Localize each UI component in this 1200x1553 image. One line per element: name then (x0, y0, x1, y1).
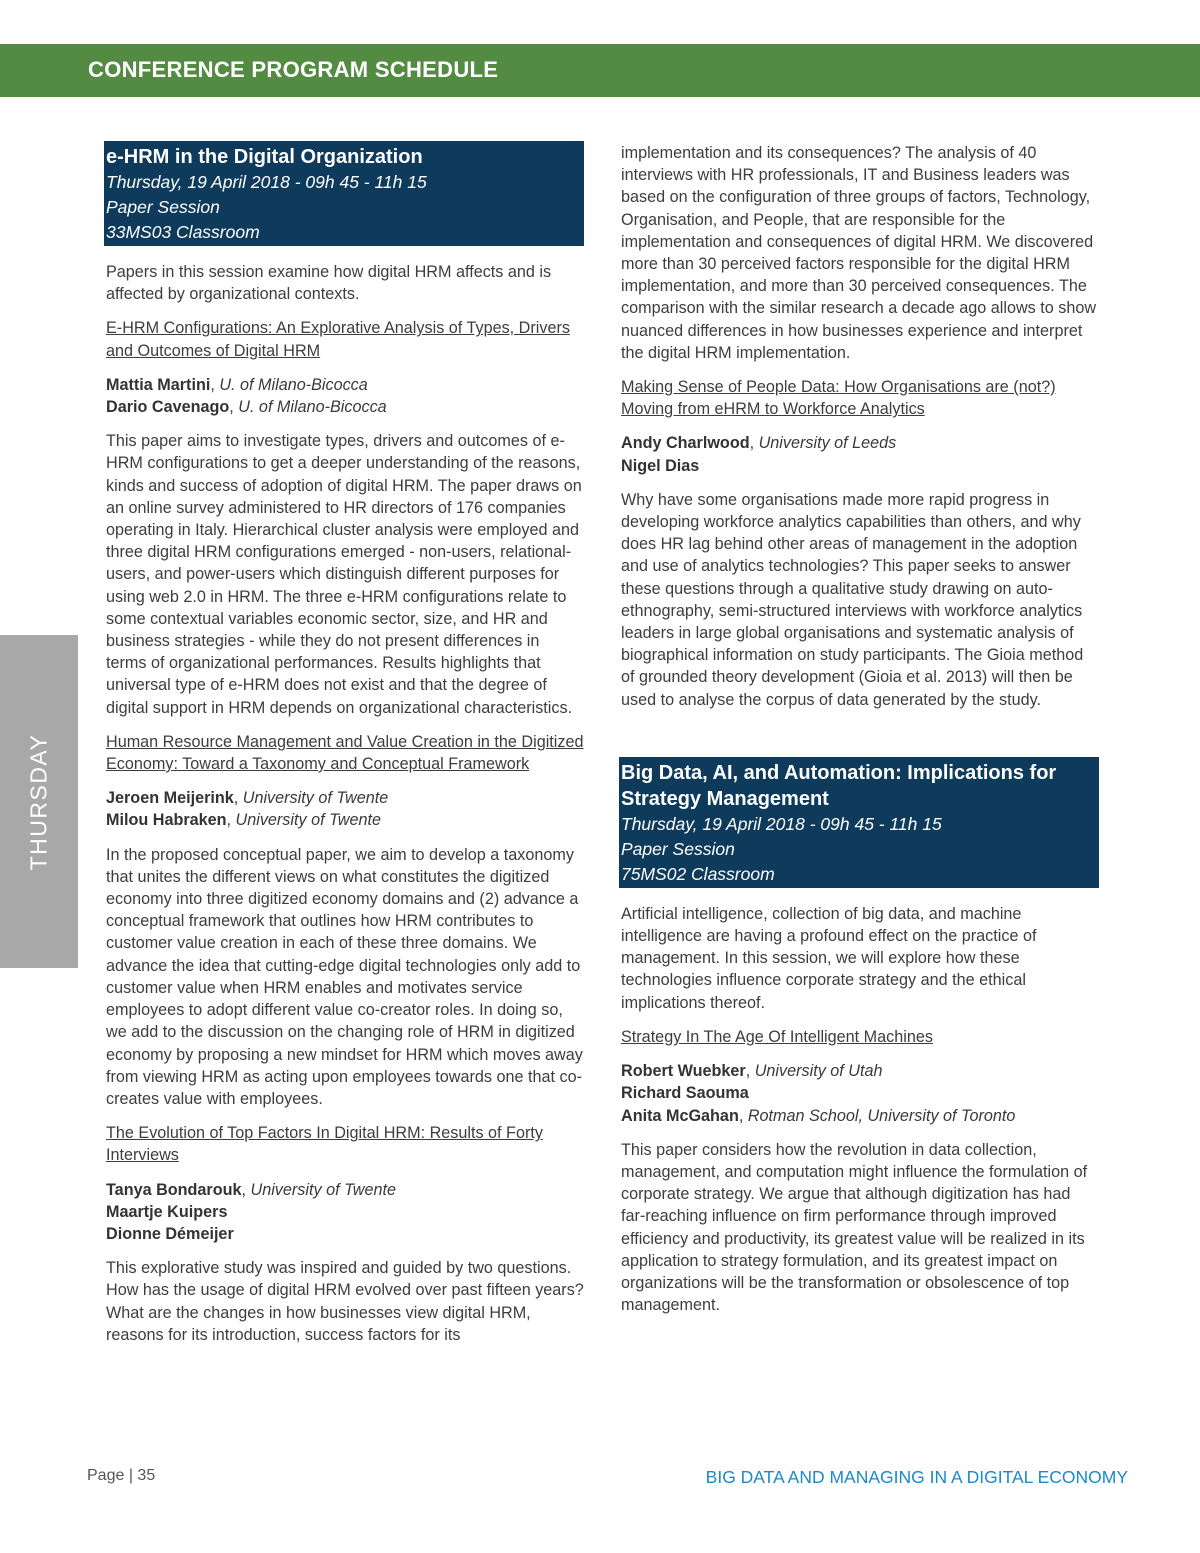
author-name: Dario Cavenago (106, 398, 230, 417)
author-entry: Tanya Bondarouk, University of Twente (106, 1180, 396, 1199)
author-name: Anita McGahan (621, 1106, 739, 1125)
paper-title-link[interactable]: Making Sense of People Data: How Organisations are (not?) Moving from eHRM to Workforce Analytics (621, 378, 1056, 419)
session-datetime: Thursday, 19 April 2018 - 09h 45 - 11h 15 (106, 172, 427, 192)
author-name: Mattia Martini (106, 375, 211, 394)
paper-abstract: This paper aims to investigate types, drivers and outcomes of e-HRM configurations to get a deeper understanding of the reasons, kinds and success of adoption of digital HRM. The paper draws on an online survey administered to HR directors of 176 companies operating in Italy. Hierarchical cluster analysis were employed and three digital HRM configurations emerged - non-users, relational-users, and power-users which distinguish different purposes for using web 2.0 in HRM. The three e-HRM configurations relate to some contextual variables economic sector, size, and HR and business strategies - while they do not present differences in terms of organizational performances. Results highlights that universal type of e-HRM does not exist and that the degree of digital support in HRM depends on organizational characteristics. (106, 432, 582, 717)
author-affiliation: U. of Milano-Bicocca (238, 398, 387, 417)
author-entry (106, 1223, 584, 1245)
session-description: Artificial intelligence, collection of big data, and machine intelligence are having a profound effect on the practice of management. In this session, we will explore how these technologies influence corporate strategy and the ethical implications thereof. (621, 904, 1037, 1012)
author-affiliation: U. of Milano-Bicocca (219, 375, 368, 394)
author-name: Tanya Bondarouk (106, 1180, 242, 1199)
session-type: Paper Session (621, 838, 735, 859)
paper-title-link[interactable]: The Evolution of Top Factors In Digital HRM: Results of Forty Interviews (106, 1124, 543, 1165)
author-entry: Andy Charlwood, University of Leeds (621, 434, 897, 453)
author-list (106, 1179, 584, 1246)
author-entry: Robert Wuebker, University of Utah (621, 1062, 883, 1081)
author-list (106, 787, 584, 831)
left-column (106, 141, 584, 1358)
session-room: 33MS03 Classroom (106, 222, 260, 242)
session-description: Papers in this session examine how digital HRM affects and is affected by organizational contexts. (106, 263, 552, 304)
paper-title-link[interactable]: Strategy In The Age Of Intelligent Machines (621, 1027, 933, 1046)
author-name: Maartje Kuipers (106, 1202, 228, 1221)
author-affiliation: University of Twente (242, 789, 389, 808)
author-entry (106, 1201, 584, 1223)
session-header (104, 141, 584, 246)
session-room: 75MS02 Classroom (621, 863, 775, 884)
publication-title: BIG DATA AND MANAGING IN A DIGITAL ECONOMY (705, 1467, 1128, 1487)
author-affiliation: University of Utah (754, 1062, 883, 1081)
paper-abstract: This paper considers how the revolution in data collection, management, and computation might influence the formulation of corporate strategy. We argue that although digitization has had far-reaching influence on firm performance through improved efficiency and productivity, its greatest value will be realized in its application to strategy formulation, and its greatest impact on organizations will be the transformation or obsolescence of top management. (621, 1140, 1088, 1315)
page-header-title: CONFERENCE PROGRAM SCHEDULE (88, 57, 499, 82)
author-entry (621, 1082, 1099, 1104)
side-day-label: THURSDAY (25, 733, 52, 870)
author-list (621, 432, 1099, 476)
paper-abstract-part2: implementation and its consequences? The analysis of 40 interviews with HR professionals, IT and Business leaders was based on the configuration of three groups of factors, Technology, Organisation, and People, that are responsible for the implementation and consequences of digital HRM. We discovered more than 30 perceived factors responsible for the digital HRM implementation, and more than 30 perceived consequences. The comparison with the similar research a decade ago allows to show nuanced differences in how businesses experience and interpret the digital HRM implementation. (621, 144, 1097, 362)
author-entry (621, 455, 1099, 477)
author-list (106, 374, 584, 418)
author-name: Milou Habraken (106, 811, 227, 830)
paper-abstract: Why have some organisations made more rapid progress in developing workforce analytics capabilities than others, and why does HR lag behind other areas of management in the adoption and use of analytics technologies? This paper seeks to answer these questions through a qualitative study drawing on auto-ethnography, semi-structured interviews with workforce analytics leaders in large global organisations and systematic analysis of biographical information on study participants. The Gioia method of grounded theory development (Gioia et al. 2013) will then be used to analyse the corpus of data generated by the study. (621, 490, 1084, 709)
author-affiliation: University of Twente (250, 1180, 396, 1199)
author-name: Richard Saouma (621, 1084, 749, 1103)
author-list (621, 1060, 1099, 1127)
paper-title-link[interactable]: E-HRM Configurations: An Explorative Analysis of Types, Drivers and Outcomes of Digital HRM (106, 319, 570, 360)
paper-title-link[interactable]: Human Resource Management and Value Creation in the Digitized Economy: Toward a Taxonomy and Conceptual Framework (106, 732, 584, 774)
session-title: e-HRM in the Digital Organization (106, 146, 423, 168)
session-type: Paper Session (106, 197, 220, 217)
author-name: Jeroen Meijerink (106, 789, 234, 808)
author-entry: Jeroen Meijerink, University of Twente (106, 789, 389, 808)
session-header (619, 757, 1099, 888)
author-affiliation: University of Twente (235, 811, 381, 830)
author-entry: Mattia Martini, U. of Milano-Bicocca (106, 375, 368, 394)
side-day-tab (0, 635, 78, 968)
author-name: Nigel Dias (621, 456, 700, 475)
paper-abstract: In the proposed conceptual paper, we aim to develop a taxonomy that unites the different views on what constitutes the digitized economy into three digitized economy domains and (2) advance a conceptual framework that outlines how HRM contributes to customer value creation in each of these three domains. We advance the idea that cutting-edge digital technologies only add to customer value when HRM enables and motivates service employees to adopt different value co-creator roles. In doing so, we add to the discussion on the changing role of HRM in digitized economy by proposing a new mindset for HRM which moves away from viewing HRM as acting upon employees towards one that co-creates value with employees. (106, 845, 583, 1108)
session-title: Big Data, AI, and Automation: Implications for Strategy Management (621, 761, 1057, 810)
session-datetime: Thursday, 19 April 2018 - 09h 45 - 11h 15 (621, 813, 942, 834)
author-name: Andy Charlwood (621, 434, 750, 453)
author-affiliation: University of Leeds (758, 434, 897, 453)
author-entry: Dario Cavenago, U. of Milano-Bicocca (106, 398, 387, 417)
page-number: Page | 35 (87, 1467, 156, 1484)
author-affiliation: Rotman School, University of Toronto (747, 1106, 1016, 1125)
author-entry: Anita McGahan, Rotman School, University of Toronto (621, 1106, 1016, 1125)
author-name: Robert Wuebker (621, 1062, 746, 1081)
author-entry: Milou Habraken, University of Twente (106, 811, 381, 830)
right-column (621, 142, 1099, 1328)
author-name: Dionne Démeijer (106, 1224, 234, 1243)
paper-abstract-part1: This explorative study was inspired and guided by two questions. How has the usage of digital HRM evolved over past fifteen years? What are the changes in how businesses view digital HRM, reasons for its introduction, success factors for its (106, 1259, 584, 1344)
